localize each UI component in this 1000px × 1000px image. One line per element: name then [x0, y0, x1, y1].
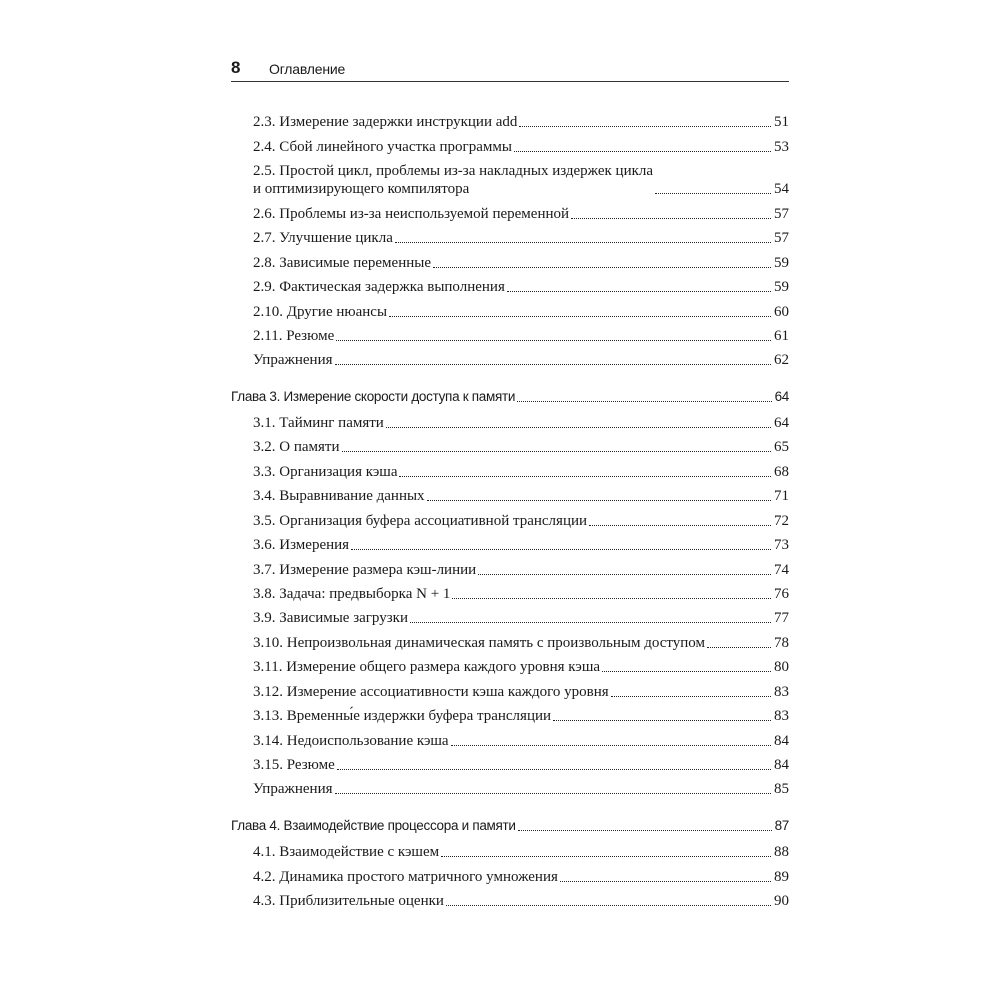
toc-entry-page: 64 [774, 389, 789, 404]
dot-leader [517, 401, 771, 402]
toc-entry-title: 3.7. Измерение размера кэш-линии [253, 562, 477, 578]
toc-entry[interactable] [253, 658, 789, 676]
toc-entry[interactable] [253, 892, 789, 910]
toc-entry[interactable] [253, 138, 789, 156]
toc-entry[interactable] [253, 113, 789, 131]
dot-leader [478, 574, 771, 575]
toc-entry[interactable] [253, 756, 789, 774]
toc-entry[interactable] [253, 585, 789, 603]
toc-entry[interactable] [253, 487, 789, 505]
toc-entry-page: 65 [774, 439, 789, 455]
toc-entry[interactable] [253, 780, 789, 798]
dot-leader [342, 451, 772, 452]
toc-entry-title: 3.4. Выравнивание данных [253, 488, 425, 504]
toc-entry-title: 3.6. Измерения [253, 537, 350, 553]
toc-entry-page: 60 [774, 304, 789, 320]
toc-entry-title: 3.1. Тайминг памяти [253, 415, 384, 431]
toc-entry-title: 3.3. Организация кэша [253, 464, 398, 480]
dot-leader [518, 830, 772, 831]
toc-entry-title: 3.12. Измерение ассоциативности кэша каждого уровня [253, 684, 609, 700]
toc-entry-page: 78 [774, 635, 789, 651]
toc-entry-title: 3.14. Недоиспользование кэша [253, 733, 449, 749]
dot-leader [399, 476, 771, 477]
toc-entry-page: 83 [774, 684, 789, 700]
toc-entry-title: Упражнения [253, 781, 333, 797]
toc-entry-title: 3.5. Организация буфера ассоциативной трансляции [253, 513, 588, 529]
toc-entry[interactable] [253, 683, 789, 701]
toc-entry[interactable] [253, 843, 789, 861]
toc-entry-page: 89 [774, 869, 789, 885]
toc-entry[interactable] [253, 732, 789, 750]
toc-chapter-title: Глава 3. Измерение скорости доступа к памяти [231, 389, 516, 404]
toc-chapter-entry[interactable] [231, 388, 789, 406]
dot-leader [433, 267, 771, 268]
toc-entry[interactable] [253, 463, 789, 481]
toc-entry-page: 74 [774, 562, 789, 578]
dot-leader [427, 500, 771, 501]
dot-leader [553, 720, 771, 721]
toc-entry-title: 3.11. Измерение общего размера каждого уровня кэша [253, 659, 601, 675]
toc-entry-page: 83 [774, 708, 789, 724]
dot-leader [589, 525, 771, 526]
toc-entry[interactable] [253, 162, 789, 198]
toc-entry-page: 59 [774, 255, 789, 271]
dot-leader [337, 769, 771, 770]
toc-entry-title: 2.3. Измерение задержки инструкции add [253, 114, 518, 130]
toc-entry-page: 85 [774, 781, 789, 797]
toc-chapter-entry[interactable] [231, 817, 789, 835]
toc-entry-title: 4.3. Приблизительные оценки [253, 893, 444, 909]
dot-leader [441, 856, 771, 857]
toc-entry-page: 68 [774, 464, 789, 480]
running-header-title: Оглавление [269, 61, 346, 77]
toc-entry-page: 77 [774, 610, 789, 626]
toc-entry-page: 51 [774, 114, 789, 130]
toc-entry-title: 2.6. Проблемы из-за неиспользуемой переменной [253, 206, 570, 222]
toc-entry[interactable] [253, 609, 789, 627]
toc-entry-title: 4.1. Взаимодействие с кэшем [253, 844, 440, 860]
toc-entry-title-line2: и оптимизирующего компилятора [253, 181, 470, 197]
toc-entry[interactable] [253, 327, 789, 345]
dot-leader [386, 427, 771, 428]
toc-entry-page: 72 [774, 513, 789, 529]
toc-entry-page: 84 [774, 733, 789, 749]
dot-leader [389, 316, 771, 317]
dot-leader [351, 549, 771, 550]
toc-entry-title: 3.15. Резюме [253, 757, 335, 773]
dot-leader [410, 622, 771, 623]
toc-entry-page: 88 [774, 844, 789, 860]
toc-entry[interactable] [253, 351, 789, 369]
toc-entry-page: 62 [774, 352, 789, 368]
toc-entry-page: 80 [774, 659, 789, 675]
dot-leader [507, 291, 771, 292]
toc-entry[interactable] [253, 634, 789, 652]
toc-entry[interactable] [253, 303, 789, 321]
dot-leader [395, 242, 771, 243]
toc-entry-title: 2.7. Улучшение цикла [253, 230, 393, 246]
page-number: 8 [231, 58, 241, 77]
toc-entry[interactable] [253, 414, 789, 432]
toc-entry-page: 71 [774, 488, 789, 504]
toc-entry-page: 87 [774, 818, 789, 833]
toc-entry[interactable] [253, 205, 789, 223]
toc-entry-title: 3.13. Временны́е издержки буфера трансляции [253, 708, 552, 724]
toc-entry[interactable] [253, 512, 789, 530]
toc-entry-page: 53 [774, 139, 789, 155]
toc-chapter-title: Глава 4. Взаимодействие процессора и памяти [231, 818, 516, 833]
dot-leader [560, 881, 771, 882]
toc-entry-page: 64 [774, 415, 789, 431]
dot-leader [335, 364, 772, 365]
dot-leader [336, 340, 771, 341]
dot-leader [514, 151, 771, 152]
dot-leader [452, 598, 771, 599]
dot-leader [707, 647, 771, 648]
toc-entry-title: 3.9. Зависимые загрузки [253, 610, 408, 626]
toc-entry-title: 3.10. Непроизвольная динамическая память с произвольным доступом [253, 635, 705, 651]
dot-leader [611, 696, 771, 697]
toc-entry-title: 4.2. Динамика простого матричного умножения [253, 869, 558, 885]
toc-entry-title: 3.2. О памяти [253, 439, 340, 455]
toc-entry-page: 57 [774, 230, 789, 246]
toc-entry-title [253, 162, 653, 198]
toc-entry-title-line1: 2.5. Простой цикл, проблемы из-за накладных издержек цикла [253, 163, 654, 179]
toc-entry[interactable] [253, 536, 789, 554]
dot-leader [571, 218, 771, 219]
toc-entry-page: 57 [774, 206, 789, 222]
toc-entry-page: 76 [774, 586, 789, 602]
toc-entry-page: 73 [774, 537, 789, 553]
toc-entry-page: 54 [774, 181, 789, 197]
toc-entry-title: 2.8. Зависимые переменные [253, 255, 431, 271]
toc-entry[interactable] [253, 229, 789, 247]
dot-leader [655, 193, 771, 194]
toc-entry-title: Упражнения [253, 352, 333, 368]
toc-entry-page: 59 [774, 279, 789, 295]
toc-entry[interactable] [253, 868, 789, 886]
toc-entry[interactable] [253, 438, 789, 456]
toc-entry-page: 84 [774, 757, 789, 773]
toc-entry-title: 2.4. Сбой линейного участка программы [253, 139, 512, 155]
dot-leader [335, 793, 772, 794]
toc-entry-title: 3.8. Задача: предвыборка N + 1 [253, 586, 451, 602]
dot-leader [602, 671, 771, 672]
toc-entry-title: 2.10. Другие нюансы [253, 304, 388, 320]
toc-entry[interactable] [253, 561, 789, 579]
dot-leader [451, 745, 771, 746]
toc-entry-title: 2.11. Резюме [253, 328, 335, 344]
dot-leader [446, 905, 771, 906]
dot-leader [519, 126, 771, 127]
toc-entry[interactable] [253, 254, 789, 272]
toc-entry-title: 2.9. Фактическая задержка выполнения [253, 279, 505, 295]
toc-entry[interactable] [253, 707, 789, 725]
toc-entry-page: 90 [774, 893, 789, 909]
toc-entry[interactable] [253, 278, 789, 296]
toc-entry-page: 61 [774, 328, 789, 344]
